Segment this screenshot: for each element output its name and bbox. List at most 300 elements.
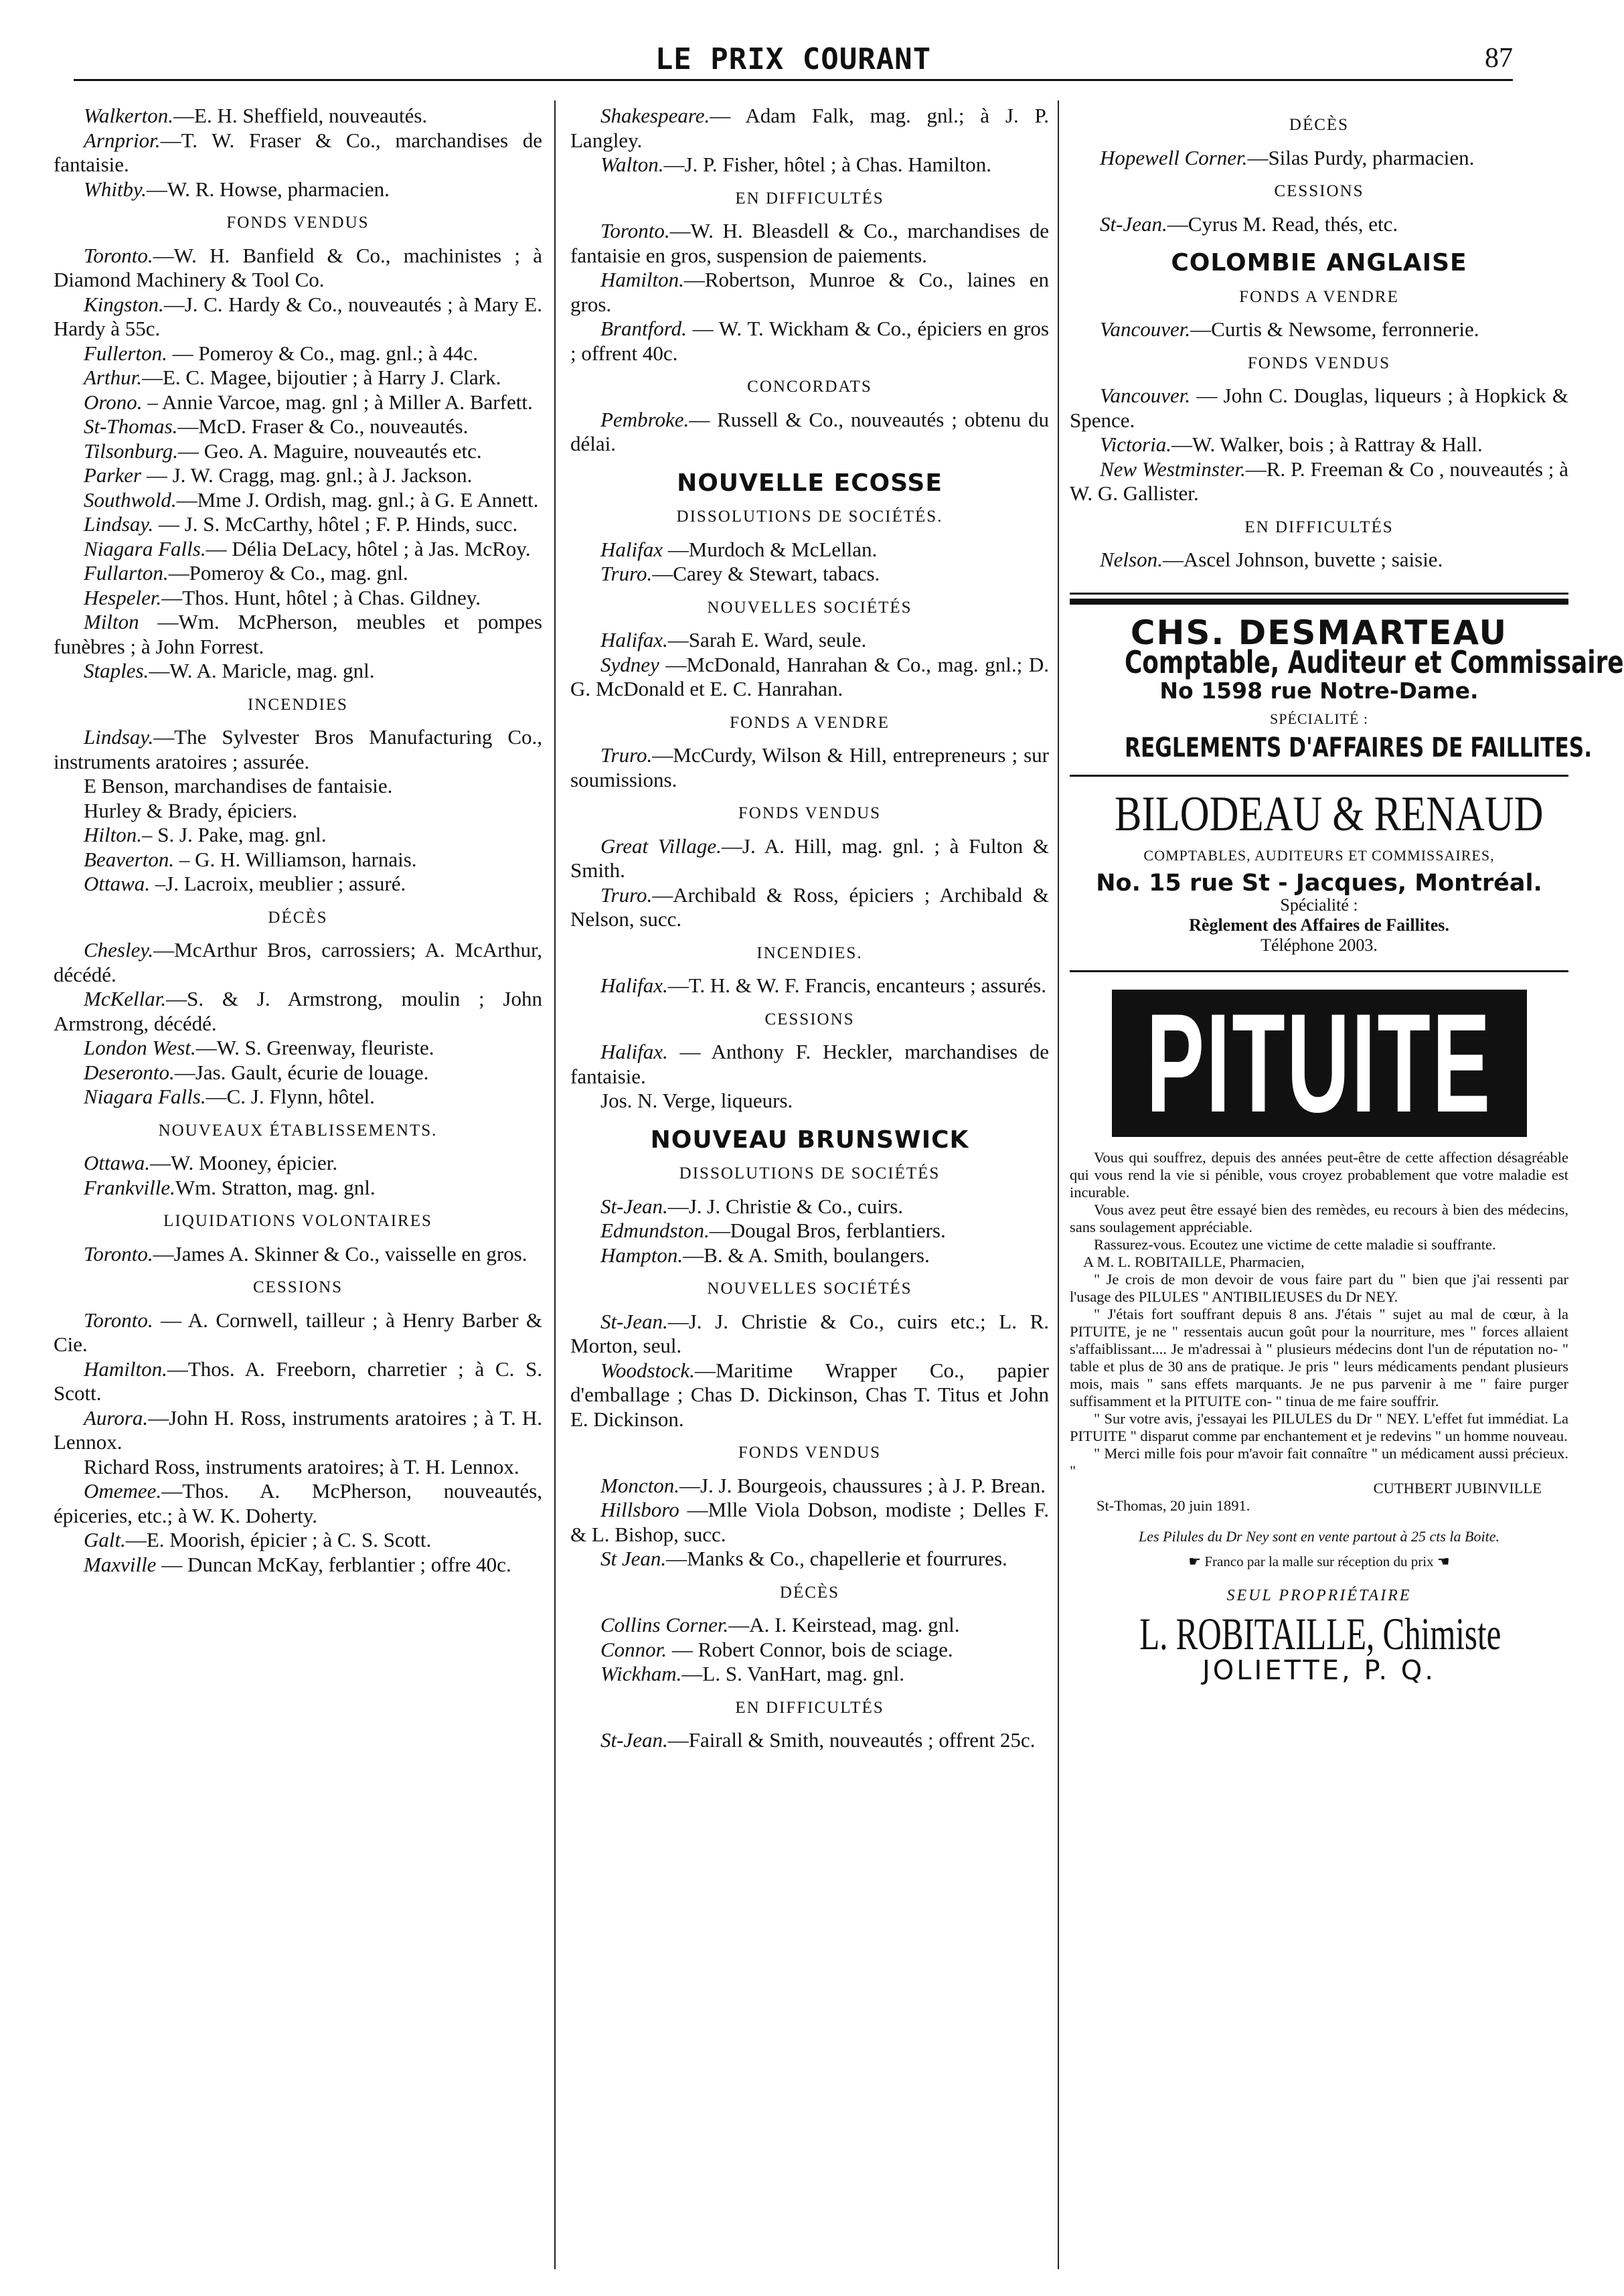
advert-specialty: Règlement des Affaires de Faillites. [1189, 915, 1449, 935]
entry-text: — J. S. McCarthy, hôtel ; F. P. Hinds, succ. [153, 512, 518, 536]
place-name: Parker [84, 463, 142, 487]
section-heading: DÉCÈS [1289, 116, 1350, 134]
entry-text: —James A. Skinner & Co., vaisselle en gros. [153, 1241, 527, 1266]
listing-entry [570, 743, 1049, 792]
place-name: St-Thomas. [84, 414, 178, 438]
entry-text: —Jas. Gault, écurie de louage. [174, 1060, 429, 1084]
ontario-continued-entries [570, 104, 1049, 177]
entry-text: —Ascel Johnson, buvette ; saisie. [1162, 548, 1443, 571]
listing-entry [570, 1195, 1049, 1219]
section-nouvelles-societes [570, 1277, 1049, 1432]
place-name: Truro. [600, 743, 653, 767]
place-name: Brantford. [600, 317, 687, 340]
entry-text: —L. S. VanHart, mag. gnl. [681, 1662, 905, 1685]
place-name: Truro. [600, 562, 653, 585]
entry-text: – S. J. Pake, mag. gnl. [141, 823, 327, 846]
entry-text: —Fairall & Smith, nouveautés ; offrent 25c. [667, 1728, 1036, 1752]
listing-entry [54, 129, 542, 177]
listing-entry [570, 883, 1049, 932]
entry-text: —E. Moorish, épicier ; à C. S. Scott. [125, 1528, 432, 1551]
listing-entry [1070, 548, 1568, 572]
section-fonds-vendus [570, 801, 1049, 932]
place-name: Walton. [600, 153, 664, 176]
listing-entry [570, 1662, 1049, 1687]
section-nouvelles-societes [570, 596, 1049, 702]
testimonial-intro: Rassurez-vous. Ecoutez une victime de cette maladie si souffrante. [1094, 1236, 1496, 1253]
place-name: Sydney [600, 652, 659, 676]
listing-entry [570, 104, 1049, 153]
franco-text: Franco par la malle sur réception du prix [1204, 1553, 1434, 1570]
listing-entry [54, 1036, 542, 1061]
listing-entry [54, 1151, 542, 1176]
listing-entry [570, 1219, 1049, 1243]
place-name: Hillsboro [600, 1498, 679, 1521]
place-name: Chesley. [84, 938, 154, 962]
listing-entry [54, 439, 542, 464]
advert-role: Comptable, Auditeur et Commissaire [1124, 644, 1624, 680]
page-header [74, 37, 1513, 84]
listing-entry [54, 823, 542, 848]
listing-entry [1070, 317, 1568, 342]
place-name: Vancouver. [1100, 384, 1191, 407]
testimonial-intro: Vous qui souffrez, depuis des années peut-être de cette affection désagréable qui vous rend la vie si pénible, vous croyez probablement que votre maladie est incurable. [1070, 1149, 1568, 1201]
advert-name: BILODEAU & RENAUD [1115, 787, 1544, 842]
listing-entry [54, 848, 542, 872]
listing-entry [570, 1498, 1049, 1547]
listing-entry [54, 799, 542, 824]
pituite-banner-text: PITUITE [1146, 984, 1492, 1142]
testimonial-intro: Vous avez peut être essayé bien des remèdes, eu recours à bien des médecins, sans soulagement appréciable. [1070, 1201, 1568, 1235]
entry-text: — Pomeroy & Co., mag. gnl.; à 44c. [167, 341, 478, 365]
listing-entry [570, 153, 1049, 177]
listing-entry [1070, 433, 1568, 457]
entry-text: —J. C. Hardy & Co., nouveautés ; à Mary E. Hardy à 55c. [54, 292, 542, 340]
listing-entry [570, 1474, 1049, 1499]
place-name: Aurora. [84, 1405, 149, 1430]
place-name: Fullerton. [84, 341, 167, 365]
advert-phone: Téléphone 2003. [1261, 935, 1378, 955]
listing-entry [570, 1638, 1049, 1663]
entry-text: E Benson, marchandises de fantaisie. [84, 774, 393, 797]
entry-text: — Délia DeLacy, hôtel ; à Jas. McRoy. [206, 536, 531, 560]
listing-entry [54, 1061, 542, 1085]
listing-entry [570, 562, 1049, 587]
place-name: Hamilton. [84, 1357, 167, 1381]
entry-text: Jos. N. Verge, liqueurs. [600, 1089, 793, 1112]
section-heading: FONDS VENDUS [226, 214, 370, 232]
entry-text: —McDonald, Hanrahan & Co., mag. gnl.; D. G. McDonald et E. C. Hanrahan. [570, 652, 1049, 700]
place-name: Ottawa. [84, 872, 151, 895]
place-name: Halifax [600, 537, 663, 561]
place-name: Galt. [84, 1528, 126, 1551]
pointing-hand-icon: ☚ [1437, 1553, 1450, 1570]
listing-entry [570, 1243, 1049, 1268]
proprietor-name: L. ROBITAILLE, Chimiste [1139, 1608, 1501, 1659]
section-heading: EN DIFFICULTÉS [735, 189, 884, 208]
place-name: Southwold. [84, 487, 177, 512]
listing-entry [54, 938, 542, 987]
entry-text: —R. P. Freeman & Co , nouveautés ; à W. G. Gallister. [1070, 457, 1568, 505]
place-name: Kingston. [84, 292, 164, 316]
place-name: Milton [84, 610, 139, 633]
listing-entry [54, 104, 542, 129]
place-name: Beaverton. [84, 847, 175, 871]
place-name: St Jean. [600, 1547, 667, 1570]
place-name: Deseronto. [84, 1060, 175, 1084]
place-name: Moncton. [600, 1473, 679, 1497]
listing-entry [570, 1359, 1049, 1432]
section-heading: EN DIFFICULTÉS [1244, 518, 1394, 536]
place-name: Walkerton. [84, 104, 174, 127]
province-heading-nouveau-brunswick: NOUVEAU BRUNSWICK [650, 1126, 969, 1154]
place-name: Toronto. [600, 219, 670, 242]
advert-specialty: REGLEMENTS D'AFFAIRES DE FAILLITES. [1124, 732, 1593, 763]
entry-text: —Robertson, Munroe & Co., laines en gros. [570, 268, 1049, 316]
section-en-difficultes [1070, 516, 1568, 572]
entry-text: —Carey & Stewart, tabacs. [652, 562, 880, 585]
section-heading: DISSOLUTIONS DE SOCIÉTÉS. [676, 508, 943, 526]
advert-thick-rule [1070, 599, 1568, 605]
entry-text: —Mlle Viola Dobson, modiste ; Delles F. & L. Bishop, succ. [570, 1498, 1049, 1546]
listing-entry [54, 725, 542, 774]
entry-text: – G. H. Williamson, harnais. [174, 847, 417, 871]
listing-entry [54, 610, 542, 659]
place-name: Toronto. [84, 1308, 153, 1332]
advert-address: No. 15 rue St - Jacques, Montréal. [1096, 869, 1542, 897]
place-name: St-Jean. [600, 1309, 668, 1333]
advert-name: CHS. DESMARTEAU [1130, 613, 1508, 652]
section-incendies [54, 693, 542, 897]
entry-text: —Thos. A. Freeborn, charretier ; à C. S. Scott. [54, 1357, 542, 1405]
place-name: London West. [84, 1036, 196, 1059]
pituite-banner [1112, 984, 1527, 1142]
place-name: Victoria. [1100, 433, 1172, 456]
testimonial-letter: " Je crois de mon devoir de vous faire part du " bien que j'ai ressenti par l'usage des PILULES " ANTIBILIEUSES du Dr NEY. [1070, 1271, 1568, 1305]
entry-text: —J. J. Christie & Co., cuirs etc.; L. R. Morton, seul. [570, 1309, 1049, 1357]
column-3 [1070, 104, 1624, 2276]
advert-address: No 1598 rue Notre-Dame. [1159, 677, 1479, 704]
entry-text: — A. Cornwell, tailleur ; à Henry Barber & Cie. [54, 1308, 542, 1356]
place-name: Hespeler. [84, 585, 162, 609]
listing-entry [54, 1308, 542, 1357]
place-name: Whitby. [84, 177, 147, 201]
listing-entry [54, 366, 542, 390]
province-heading-nouvelle-ecosse: NOUVELLE ECOSSE [677, 469, 943, 497]
entry-text: — Anthony F. Heckler, marchandises de fantaisie. [570, 1040, 1049, 1088]
section-heading: FONDS A VENDRE [1239, 287, 1399, 306]
listing-entry [54, 1479, 542, 1528]
listing-entry [570, 834, 1049, 883]
entry-text: —W. A. Maricle, mag. gnl. [149, 659, 375, 682]
section-heading: NOUVEAUX ÉTABLISSEMENTS. [158, 1121, 438, 1140]
section-heading: CESSIONS [764, 1010, 855, 1028]
listing-entry [54, 987, 542, 1036]
place-name: Hamilton. [600, 268, 684, 291]
place-name: Lindsay. [84, 725, 154, 749]
section-heading: DÉCÈS [268, 908, 328, 927]
pituite-sale-note: Les Pilules du Dr Ney sont en vente partout à 25 cts la Boite. [1139, 1528, 1499, 1545]
listing-entry [54, 177, 542, 202]
column-divider [554, 100, 556, 2269]
section-deces [570, 1581, 1049, 1687]
section-deces [54, 906, 542, 1109]
listing-entry [54, 774, 542, 799]
section-heading: FONDS A VENDRE [730, 713, 890, 732]
advert-specialty-label: SPÉCIALITÉ : [1269, 710, 1369, 727]
place-name: New Westminster. [1100, 457, 1246, 481]
section-dissolutions [570, 1162, 1049, 1268]
entry-text: —Cyrus M. Read, thés, etc. [1167, 212, 1398, 236]
entry-text: Wm. Stratton, mag. gnl. [175, 1175, 376, 1199]
testimonial-letter: " Merci mille fois pour m'avoir fait connaître " un médicament aussi précieux. " [1070, 1445, 1568, 1479]
section-liquidations-volontaires [54, 1209, 542, 1266]
section-fonds-vendus [54, 211, 542, 684]
column-2 [570, 104, 1049, 2276]
entry-text: —McArthur Bros, carrossiers; A. McArthur, décédé. [54, 938, 542, 986]
proprietor-city: JOLIETTE, P. Q. [1202, 1655, 1437, 1686]
section-fonds-vendus [1070, 352, 1568, 506]
place-name: Shakespeare. [600, 104, 710, 127]
section-heading: EN DIFFICULTÉS [735, 1698, 884, 1717]
place-name: McKellar. [84, 987, 167, 1010]
testimonial-letter: " J'étais fort souffrant depuis 8 ans. J'étais " sujet au mal de cœur, à la PITUITE, je ne " ressentais aucun goût pour la nourriture, mes " forces allaient s'affaiblissant.... Je m'adressai à " plusieurs médecins dont l'un de réputation no- " table et plus de 30 ans de pratique. Je pris " leurs médicaments pendant plusieurs mois, mais " sans effets marquants. Je ne pus parvenir à me " faire purger suffisamment et la PITUITE con- " tinua de me faire souffrir. [1070, 1306, 1568, 1409]
section-heading: FONDS VENDUS [738, 1444, 882, 1462]
section-dissolutions [570, 505, 1049, 587]
entry-text: —Maritime Wrapper Co., papier d'emballage ; Chas D. Dickinson, Chas T. Titus et John E. Dickinson. [570, 1358, 1049, 1431]
place-name: Hopewell Corner. [1100, 145, 1248, 169]
listing-entry [570, 1310, 1049, 1359]
place-name: Collins Corner. [600, 1613, 729, 1636]
listing-entry [54, 872, 542, 897]
entry-text: —B. & A. Smith, boulangers. [683, 1243, 930, 1267]
listing-entry [54, 414, 542, 439]
section-nouveaux-etablissements [54, 1119, 542, 1201]
column-divider [1058, 100, 1059, 2269]
place-name: Frankville. [84, 1175, 175, 1199]
listing-entry [570, 268, 1049, 317]
entry-text: —Curtis & Newsome, ferronnerie. [1190, 317, 1479, 341]
entry-text: — Robert Connor, bois de sciage. [667, 1637, 953, 1661]
place-name: Toronto. [84, 243, 153, 267]
entry-text: —W. H. Bleasdell & Co., marchandises de fantaisie en gros, suspension de paiements. [570, 219, 1049, 267]
entry-text: —Thos. Hunt, hôtel ; à Chas. Gildney. [161, 585, 481, 609]
entry-text: —W. Mooney, épicier. [150, 1151, 338, 1174]
place-name: Halifax. [600, 1040, 668, 1063]
listing-entry [570, 317, 1049, 366]
entry-text: —Thos. A. McPherson, nouveautés, épiceries, etc.; à W. K. Doherty. [54, 1479, 542, 1527]
proprietor-label: SEUL PROPRIÉTAIRE [1226, 1586, 1412, 1604]
entry-text: —The Sylvester Bros Manufacturing Co., instruments aratoires ; assurée. [54, 725, 542, 773]
advert-pituite [1070, 970, 1568, 1686]
entry-text: —J. J. Christie & Co., cuirs. [667, 1194, 904, 1218]
section-concordats [570, 375, 1049, 457]
entry-text: —E. H. Sheffield, nouveautés. [173, 104, 428, 127]
entry-text: — John C. Douglas, liqueurs ; à Hopkick & Spence. [1070, 384, 1568, 432]
section-heading: DÉCÈS [779, 1583, 840, 1602]
place-name: Staples. [84, 659, 149, 682]
listing-entry [54, 1085, 542, 1109]
place-name: Truro. [600, 883, 653, 907]
place-name: Pembroke. [600, 407, 689, 431]
listing-entry [54, 341, 542, 366]
listing-entry [54, 1406, 542, 1455]
listing-entry [1070, 384, 1568, 433]
place-name: Toronto. [84, 1241, 153, 1266]
entry-text: —McCurdy, Wilson & Hill, entrepreneurs ; sur soumissions. [570, 743, 1049, 791]
place-name: St-Jean. [600, 1194, 668, 1218]
testimonial-addressee: A M. L. ROBITAILLE, Pharmacien, [1083, 1253, 1305, 1270]
listing-entry [54, 1553, 542, 1578]
ontario-lead-entries [54, 104, 542, 202]
section-heading: CESSIONS [1274, 182, 1364, 200]
entry-text: — Russell & Co., nouveautés ; obtenu du délai. [570, 407, 1049, 455]
place-name: Niagara Falls. [84, 1085, 206, 1108]
listing-entry [570, 538, 1049, 562]
place-name: Hampton. [600, 1243, 683, 1267]
listing-entry [570, 653, 1049, 702]
entry-text: —T. W. Fraser & Co., marchandises de fantaisie. [54, 128, 542, 176]
place-name: Nelson. [1100, 548, 1163, 571]
entry-text: —McD. Fraser & Co., nouveautés. [177, 414, 469, 438]
listing-entry [54, 512, 542, 537]
place-name: Wickham. [600, 1662, 682, 1685]
place-name: Maxville [84, 1552, 157, 1576]
pointing-hand-icon: ☛ [1188, 1553, 1202, 1570]
place-name: Vancouver. [1100, 317, 1191, 341]
place-name: Hilton. [84, 823, 142, 846]
entry-text: —Mme J. Ordish, mag. gnl.; à G. E Annett. [176, 487, 539, 512]
entry-text: —Archibald & Ross, épiciers ; Archibald & Nelson, succ. [570, 883, 1049, 931]
listing-entry [570, 408, 1049, 457]
entry-text: —J. J. Bourgeois, chaussures ; à J. P. Brean. [679, 1473, 1046, 1497]
entry-text: —C. J. Flynn, hôtel. [206, 1085, 375, 1108]
advert-desmarteau [1070, 613, 1624, 763]
section-heading: NOUVELLES SOCIÉTÉS [707, 1280, 912, 1298]
entry-text: —Dougal Bros, ferblantiers. [709, 1219, 946, 1242]
section-heading: FONDS VENDUS [1247, 354, 1391, 372]
listing-entry [54, 293, 542, 341]
place-name: Connor. [600, 1637, 667, 1661]
entry-text: Hurley & Brady, épiciers. [84, 798, 298, 822]
entry-text: —W. H. Banfield & Co., machinistes ; à Diamond Machinery & Tool Co. [54, 243, 542, 291]
section-heading: NOUVELLES SOCIÉTÉS [707, 598, 912, 617]
place-name: Great Village. [600, 834, 722, 858]
listing-entry [54, 1528, 542, 1553]
listing-entry [54, 1357, 542, 1406]
entry-text: — Duncan McKay, ferblantier ; offre 40c. [156, 1552, 511, 1576]
entry-text: Richard Ross, instruments aratoires; à T. H. Lennox. [84, 1454, 519, 1478]
section-fonds-vendus [570, 1441, 1049, 1572]
listing-entry [570, 1728, 1049, 1753]
entry-text: —Pomeroy & Co., mag. gnl. [168, 561, 408, 585]
place-name: Arthur. [84, 366, 142, 389]
entry-text: — Adam Falk, mag. gnl.; à J. P. Langley. [570, 104, 1049, 152]
listing-entry [54, 463, 542, 488]
entry-text: —W. R. Howse, pharmacien. [146, 177, 390, 201]
place-name: Woodstock. [600, 1358, 695, 1382]
column-1 [54, 104, 542, 2276]
entry-text: —Murdoch & McLellan. [663, 537, 878, 561]
testimonial-signature: CUTHBERT JUBINVILLE [1373, 1480, 1542, 1497]
entry-text: —T. H. & W. F. Francis, encanteurs ; assurés. [667, 974, 1046, 997]
newspaper-title: LE PRIX COURANT [655, 42, 932, 76]
entry-text: —J. A. Hill, mag. gnl. ; à Fulton & Smith. [570, 834, 1050, 882]
listing-entry [54, 390, 542, 415]
place-name: Ottawa. [84, 1151, 151, 1174]
listing-entry [54, 586, 542, 611]
entry-text: —W. Walker, bois ; à Rattray & Hall. [1171, 433, 1483, 456]
entry-text: —John H. Ross, instruments aratoires ; à T. H. Lennox. [54, 1405, 542, 1454]
advert-bilodeau-renaud [1070, 775, 1568, 955]
advert-specialty-label: Spécialité : [1280, 895, 1358, 915]
page-number: 87 [1485, 43, 1513, 74]
entry-text: –J. Lacroix, meublier ; assuré. [150, 872, 406, 895]
place-name: Halifax. [600, 628, 668, 652]
listing-entry [54, 561, 542, 586]
section-cessions [1070, 179, 1568, 236]
place-name: Halifax. [600, 974, 668, 997]
section-incendies [570, 941, 1049, 998]
section-en-difficultes [570, 187, 1049, 366]
listing-entry [570, 1089, 1049, 1114]
listing-entry [54, 659, 542, 684]
place-name: Tilsonburg. [84, 439, 178, 463]
place-name: Fullarton. [84, 561, 169, 585]
place-name: Arnprior. [84, 128, 161, 152]
listing-entry [570, 1547, 1049, 1572]
section-cessions [570, 1008, 1049, 1114]
entry-text: —Silas Purdy, pharmacien. [1247, 145, 1475, 169]
entry-text: — W. T. Wickham & Co., épiciers en gros ; offrent 40c. [570, 317, 1049, 365]
entry-text: —A. I. Keirstead, mag. gnl. [728, 1613, 960, 1636]
listing-entry [54, 1242, 542, 1267]
place-name: Edmundston. [600, 1219, 710, 1242]
listing-entry [54, 244, 542, 293]
section-cessions [54, 1276, 542, 1577]
entry-text: – Annie Varcoe, mag. gnl ; à Miller A. Barfett. [142, 390, 533, 414]
entry-text: — Geo. A. Maguire, nouveautés etc. [177, 439, 482, 463]
pituite-testimonial [1070, 1149, 1568, 1515]
listing-entry [570, 628, 1049, 653]
entry-text: —Manks & Co., chapellerie et fourrures. [666, 1547, 1007, 1570]
entry-text: —Sarah E. Ward, seule. [667, 628, 867, 652]
entry-text: —E. C. Magee, bijoutier ; à Harry J. Clark. [142, 366, 501, 389]
section-heading: INCENDIES [248, 695, 348, 714]
section-heading: INCENDIES. [756, 943, 863, 962]
header-rule [74, 79, 1513, 81]
section-heading: CESSIONS [252, 1278, 343, 1296]
entry-text: —Wm. McPherson, meubles et pompes funèbres ; à John Forrest. [54, 610, 542, 658]
listing-entry [54, 488, 542, 513]
testimonial-letter: " Sur votre avis, j'essayai les PILULES du Dr " NEY. L'effet fut immédiat. La PITUITE " disparut comme par enchantement et je redevins " un homme nouveau. [1070, 1410, 1568, 1444]
province-heading-colombie-anglaise: COLOMBIE ANGLAISE [1171, 249, 1467, 277]
entry-text: —W. S. Greenway, fleuriste. [195, 1036, 434, 1059]
section-fonds-a-vendre [1070, 285, 1568, 342]
place-name: St-Jean. [600, 1728, 668, 1752]
listing-entry [54, 1176, 542, 1201]
listing-entry [570, 974, 1049, 998]
place-name: Niagara Falls. [84, 536, 206, 560]
section-fonds-a-vendre [570, 711, 1049, 793]
section-heading: CONCORDATS [747, 378, 872, 396]
entry-text: — J. W. Cragg, mag. gnl.; à J. Jackson. [141, 463, 473, 487]
entry-text: —J. P. Fisher, hôtel ; à Chas. Hamilton. [663, 153, 992, 176]
listing-entry [1070, 146, 1568, 171]
advert-rule [1070, 593, 1568, 595]
section-en-difficultes [570, 1696, 1049, 1753]
listing-entry [1070, 457, 1568, 506]
place-name: Orono. [84, 390, 143, 414]
